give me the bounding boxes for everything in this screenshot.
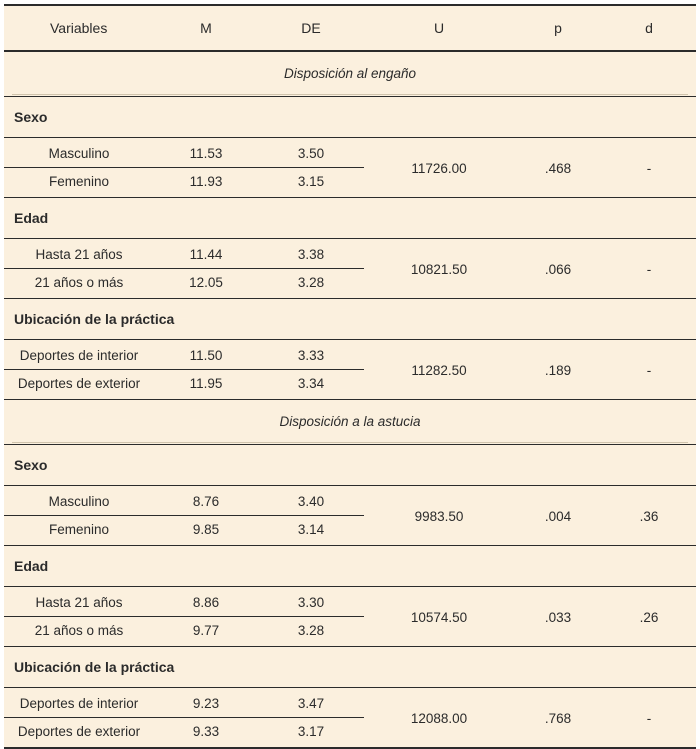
cell-m: 9.77 bbox=[192, 623, 220, 638]
cell-u: 11726.00 bbox=[364, 138, 514, 198]
cell-d: .26 bbox=[602, 587, 696, 647]
group-row bbox=[4, 445, 696, 486]
table-row bbox=[4, 486, 696, 516]
cell-de: 3.47 bbox=[258, 688, 364, 718]
cell-m: 11.53 bbox=[154, 138, 258, 168]
table-row bbox=[4, 688, 696, 718]
header-p: p bbox=[514, 5, 602, 51]
header-d: d bbox=[602, 5, 696, 51]
group-row bbox=[4, 97, 696, 138]
row-label: Deportes de interior bbox=[4, 340, 154, 370]
header-de: DE bbox=[258, 5, 364, 51]
cell-m: 9.23 bbox=[154, 688, 258, 718]
section-title: Disposición a la astucia bbox=[12, 401, 688, 443]
header-u: U bbox=[364, 5, 514, 51]
row-label: Masculino bbox=[4, 486, 154, 516]
cell-p: .004 bbox=[514, 486, 602, 546]
group-row bbox=[4, 546, 696, 587]
group-title: Sexo bbox=[4, 445, 696, 486]
row-label: 21 años o más bbox=[34, 623, 124, 638]
group-row bbox=[4, 647, 696, 688]
cell-p: .189 bbox=[514, 340, 602, 400]
cell-d: .36 bbox=[602, 486, 696, 546]
cell-u: 10574.50 bbox=[364, 587, 514, 647]
cell-p: .768 bbox=[514, 688, 602, 749]
cell-de: 3.33 bbox=[258, 340, 364, 370]
cell-p: .033 bbox=[514, 587, 602, 647]
row-label: 21 años o más bbox=[34, 275, 124, 290]
table-row bbox=[4, 340, 696, 370]
cell-p: .066 bbox=[514, 239, 602, 299]
cell-d: - bbox=[602, 138, 696, 198]
cell-d: - bbox=[602, 340, 696, 400]
results-table bbox=[4, 4, 696, 749]
row-label: Deportes de exterior bbox=[17, 376, 141, 391]
cell-m: 8.76 bbox=[154, 486, 258, 516]
cell-de: 3.38 bbox=[258, 239, 364, 269]
cell-d: - bbox=[602, 688, 696, 749]
header-variables: Variables bbox=[4, 5, 154, 51]
cell-de: 3.34 bbox=[297, 376, 325, 391]
cell-de: 3.50 bbox=[258, 138, 364, 168]
cell-de: 3.17 bbox=[258, 718, 364, 749]
table-row bbox=[4, 587, 696, 617]
cell-de: 3.28 bbox=[297, 623, 325, 638]
row-label: Deportes de exterior bbox=[4, 718, 154, 749]
group-title: Edad bbox=[4, 546, 696, 587]
section-row bbox=[4, 51, 696, 97]
row-label: Masculino bbox=[4, 138, 154, 168]
cell-m: 12.05 bbox=[189, 275, 223, 290]
group-row bbox=[4, 198, 696, 239]
cell-m: 11.50 bbox=[154, 340, 258, 370]
group-row bbox=[4, 299, 696, 340]
cell-m: 11.44 bbox=[154, 239, 258, 269]
group-title: Ubicación de la práctica bbox=[4, 647, 696, 688]
row-label: Deportes de interior bbox=[4, 688, 154, 718]
cell-de: 3.40 bbox=[258, 486, 364, 516]
row-label: Hasta 21 años bbox=[4, 239, 154, 269]
group-title: Edad bbox=[4, 198, 696, 239]
cell-u: 10821.50 bbox=[364, 239, 514, 299]
cell-m: 8.86 bbox=[154, 587, 258, 617]
cell-m: 9.33 bbox=[154, 718, 258, 749]
table-row bbox=[4, 138, 696, 168]
row-label: Hasta 21 años bbox=[4, 587, 154, 617]
cell-de: 3.15 bbox=[297, 174, 325, 189]
cell-m: 9.85 bbox=[192, 522, 220, 537]
cell-m: 11.93 bbox=[189, 174, 223, 189]
header-m: M bbox=[154, 5, 258, 51]
cell-m: 11.95 bbox=[189, 376, 223, 391]
group-title: Sexo bbox=[4, 97, 696, 138]
row-label: Femenino bbox=[48, 174, 110, 189]
row-label: Femenino bbox=[48, 522, 110, 537]
cell-de: 3.28 bbox=[297, 275, 325, 290]
cell-u: 12088.00 bbox=[364, 688, 514, 749]
group-title: Ubicación de la práctica bbox=[4, 299, 696, 340]
cell-u: 11282.50 bbox=[364, 340, 514, 400]
section-row bbox=[4, 400, 696, 445]
cell-de: 3.14 bbox=[297, 522, 325, 537]
cell-de: 3.30 bbox=[258, 587, 364, 617]
cell-p: .468 bbox=[514, 138, 602, 198]
header-row bbox=[4, 5, 696, 51]
table-row bbox=[4, 239, 696, 269]
section-title: Disposición al engaño bbox=[12, 53, 688, 95]
cell-d: - bbox=[602, 239, 696, 299]
cell-u: 9983.50 bbox=[364, 486, 514, 546]
